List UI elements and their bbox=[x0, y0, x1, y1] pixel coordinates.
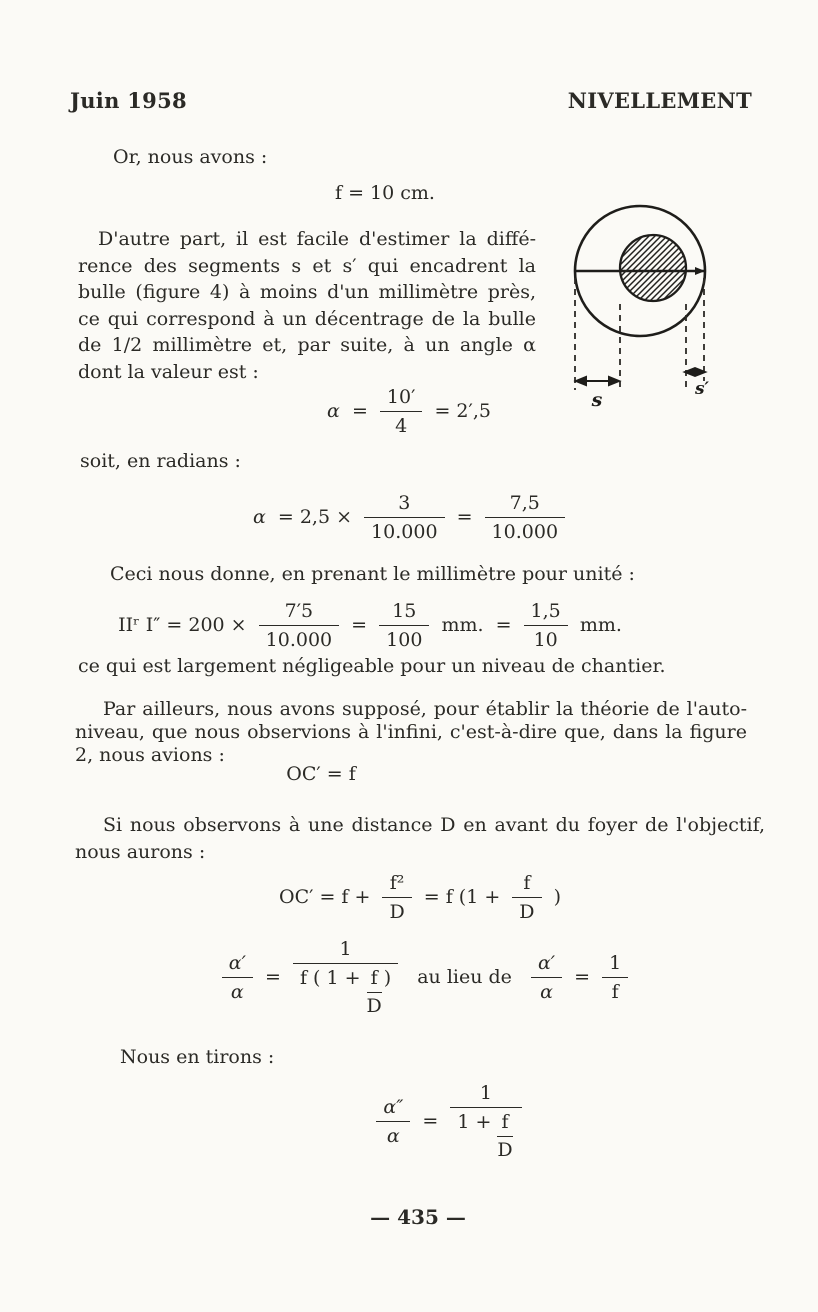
formula-mm-fraction1 bbox=[259, 600, 339, 651]
formula-millimetres bbox=[0, 600, 740, 651]
final-left-den: α bbox=[386, 1125, 400, 1147]
ratio-simple-fraction bbox=[602, 952, 628, 1003]
formula-mm-eq1: = bbox=[351, 613, 368, 636]
label-s-prime: s′ bbox=[694, 379, 710, 399]
formula-angle bbox=[0, 386, 818, 437]
formula-angle-alpha: α bbox=[327, 399, 340, 422]
paragraph-autoniveau: Par ailleurs, nous avons supposé, pour établir la théorie de l'auto-niveau, que nous observions à l'infini, c'est-à-dire que, dans la figure 2, nous avions : bbox=[75, 698, 747, 766]
header-journal-title: NIVELLEMENT bbox=[567, 88, 752, 113]
ratio-simple-num: 1 bbox=[602, 952, 628, 978]
formula-radians-equals: = bbox=[456, 505, 473, 528]
formula-oc2-fraction1 bbox=[382, 872, 411, 923]
formula-oc2-num2: f bbox=[512, 872, 541, 898]
formula-oc-distance bbox=[0, 872, 818, 923]
ratio-left-fraction bbox=[222, 952, 253, 1003]
formula-oc2-fraction2 bbox=[512, 872, 541, 923]
label-s: s bbox=[591, 389, 603, 411]
ceci-lead: Ceci nous donne, en prenant le millimètre pour unité : bbox=[110, 563, 635, 585]
paragraph-bubble-estimate: D'autre part, il est facile d'estimer la différence des segments s et s′ qui encadrent la bulle (figure 4) à moins d'un millimètre près, ce qui correspond à un décentrage de la bulle de 1/2 millimètre et, par suite, à un angle α dont la valeur est : bbox=[78, 228, 536, 383]
paragraph-distance-d: Si nous observons à une distance D en avant du foyer de l'objectif, nous aurons : bbox=[75, 814, 765, 863]
formula-oc2-mid: = f (1 + bbox=[423, 885, 501, 908]
formula-radians-den2: 10.000 bbox=[491, 521, 559, 543]
segment-s-arrow bbox=[576, 377, 619, 385]
formula-oc-infinity: OC′ = f bbox=[286, 763, 356, 785]
formula-mm-den2: 100 bbox=[386, 629, 423, 651]
formula-mm-eq2: = bbox=[495, 613, 512, 636]
ratio-nested-num: f bbox=[370, 967, 378, 989]
formula-ratio-comparison bbox=[0, 938, 818, 1017]
ratio-right-fraction bbox=[531, 952, 562, 1003]
final-left-fraction bbox=[376, 1096, 410, 1147]
formula-angle-fraction bbox=[380, 386, 423, 437]
formula-final bbox=[40, 1082, 818, 1161]
formula-mm-unit1: mm. bbox=[441, 613, 484, 636]
formula-mm-num3: 1,5 bbox=[524, 600, 568, 626]
intro-lead: Or, nous avons : bbox=[113, 146, 268, 168]
formula-oc2-num1: f² bbox=[382, 872, 411, 898]
formula-radians-alpha: α bbox=[252, 505, 266, 528]
final-nested-den: D bbox=[497, 1136, 512, 1161]
formula-mm-den3: 10 bbox=[533, 629, 558, 651]
final-nested-fraction bbox=[497, 1111, 512, 1161]
final-nested-num: f bbox=[501, 1111, 509, 1133]
ratio-right-num: α′ bbox=[531, 952, 562, 978]
formula-angle-numerator: 10′ bbox=[380, 386, 423, 412]
formula-angle-denominator: 4 bbox=[395, 415, 408, 437]
ratio-left-den: α bbox=[230, 981, 244, 1003]
ratio-main-den-pre: f ( 1 + bbox=[299, 967, 361, 989]
ratio-main-den-post: ) bbox=[383, 967, 392, 989]
final-main-fraction bbox=[450, 1082, 521, 1161]
ratio-main-den bbox=[293, 964, 398, 1017]
formula-radians-num1: 3 bbox=[364, 492, 444, 518]
formula-radians-pre: = 2,5 × bbox=[277, 505, 352, 528]
ratio-eq1: = bbox=[264, 965, 281, 988]
formula-radians-fraction2 bbox=[485, 492, 565, 543]
final-eq: = bbox=[422, 1109, 439, 1132]
formula-angle-result: = 2′,5 bbox=[434, 399, 491, 422]
formula-radians-fraction1 bbox=[364, 492, 444, 543]
formula-radians-den1: 10.000 bbox=[371, 521, 438, 543]
segment-s-prime-arrow bbox=[685, 369, 705, 376]
final-main-den bbox=[450, 1108, 521, 1161]
formula-mm-fraction3 bbox=[524, 600, 568, 651]
formula-radians bbox=[0, 492, 818, 543]
header-date: Juin 1958 bbox=[70, 88, 187, 113]
radians-lead: soit, en radians : bbox=[80, 450, 241, 472]
formula-mm-den1: 10.000 bbox=[265, 629, 333, 651]
formula-mm-num2: 15 bbox=[379, 600, 429, 626]
formula-oc2-close: ) bbox=[553, 885, 561, 908]
formula-mm-num1: 7′5 bbox=[259, 600, 339, 626]
figure-bubble-diagram bbox=[555, 198, 750, 416]
formula-oc2-lhs: OC′ = f + bbox=[279, 885, 371, 908]
ratio-left-num: α′ bbox=[222, 952, 253, 978]
formula-mm-lhs: IIʳ I″ = 200 × bbox=[118, 613, 247, 636]
tirons-lead: Nous en tirons : bbox=[120, 1046, 275, 1068]
final-left-num: α″ bbox=[376, 1096, 410, 1122]
formula-mm-fraction2 bbox=[379, 600, 429, 651]
axis-arrowhead bbox=[695, 267, 705, 275]
formula-angle-equals: = bbox=[351, 399, 368, 422]
ratio-middle-text: au lieu de bbox=[417, 965, 512, 988]
ratio-main-fraction bbox=[293, 938, 398, 1017]
formula-oc2-den1: D bbox=[389, 901, 405, 923]
formula-radians-num2: 7,5 bbox=[485, 492, 565, 518]
ratio-main-num: 1 bbox=[293, 938, 398, 964]
formula-focal-length: f = 10 cm. bbox=[335, 182, 435, 204]
formula-mm-unit2: mm. bbox=[579, 613, 622, 636]
final-main-num: 1 bbox=[450, 1082, 521, 1108]
bubble-hatched-circle bbox=[620, 235, 686, 301]
ratio-nested-fraction bbox=[367, 967, 382, 1017]
page-number: — 435 — bbox=[370, 1205, 466, 1229]
negligible-note: ce qui est largement négligeable pour un niveau de chantier. bbox=[78, 655, 666, 677]
ratio-right-den: α bbox=[540, 981, 553, 1003]
ratio-simple-den: f bbox=[611, 981, 619, 1003]
formula-oc2-den2: D bbox=[519, 901, 535, 923]
ratio-nested-den: D bbox=[367, 992, 382, 1017]
final-den-pre: 1 + bbox=[457, 1111, 492, 1133]
ratio-eq2: = bbox=[574, 965, 591, 988]
